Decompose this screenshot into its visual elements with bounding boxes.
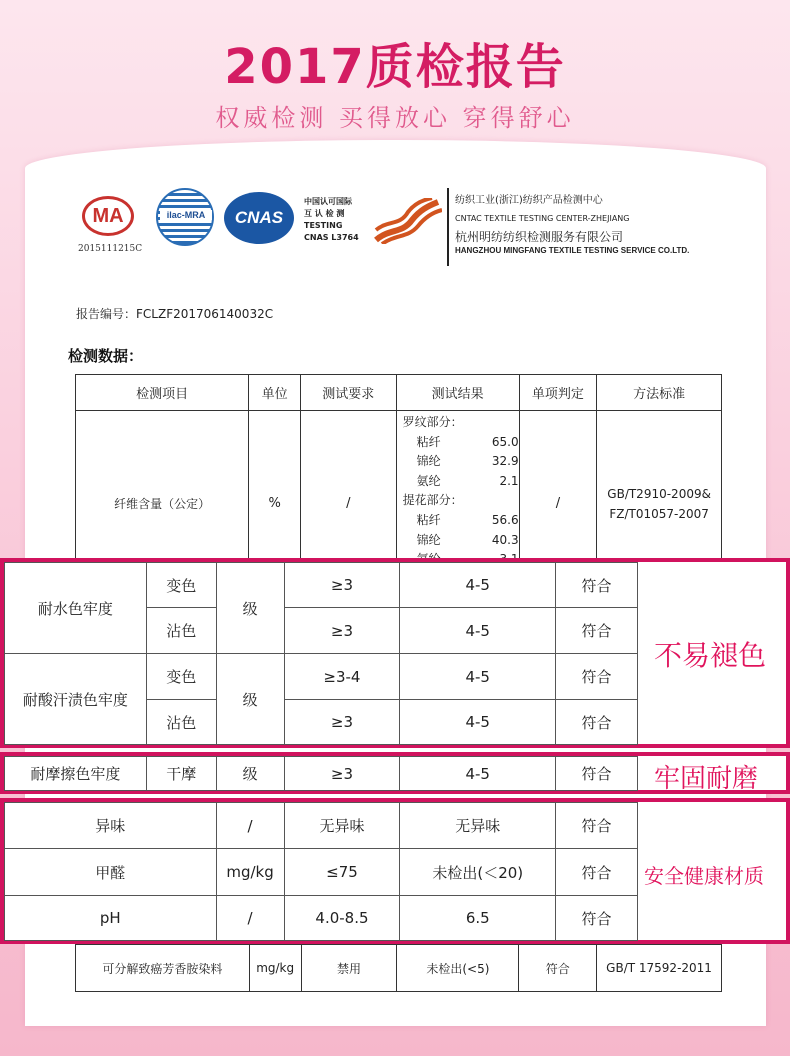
sub-item: 干摩: [146, 757, 216, 791]
cnas-note-line: 中国认可国际: [304, 197, 352, 206]
company-name-cn: 杭州明纺纺织检测服务有限公司: [455, 230, 624, 244]
cnas-logo: CNAS: [224, 192, 294, 244]
fiber-group-label: 罗纹部分：: [402, 415, 463, 429]
fiber-judgement: /: [519, 411, 597, 597]
judgement: 符合: [556, 563, 638, 608]
section-title: 检测数据：: [68, 347, 144, 365]
result: 6.5: [400, 896, 556, 941]
cma-code: 2015111215C: [78, 244, 143, 254]
list-item: [403, 433, 519, 453]
requirement: ≥3: [284, 757, 400, 791]
fiber-unit: %: [249, 411, 301, 597]
table-header-cell: 测试要求: [301, 375, 397, 411]
azo-dye-table: [75, 944, 722, 992]
result: 4-5: [400, 608, 556, 654]
judgement: 符合: [519, 945, 597, 992]
safety-table: [4, 802, 638, 941]
unit: 级: [216, 654, 284, 745]
cma-logo: MA: [82, 196, 134, 236]
unit: 级: [216, 757, 284, 791]
table-row: [5, 803, 638, 849]
judgement: 符合: [556, 803, 638, 849]
result: 未检出(＜20): [400, 849, 556, 896]
table-header-cell: 方法标准: [597, 375, 722, 411]
judgement: 符合: [556, 896, 638, 941]
table-row: [5, 757, 638, 791]
report-number: 报告编号：FCLZF201706140032C: [76, 307, 274, 321]
table-row: [5, 654, 638, 700]
fiber-value: 40.3: [491, 532, 519, 547]
rubbing-panel: [0, 752, 790, 794]
cnas-note-line: CNAS L3764: [304, 233, 359, 242]
table-row: [5, 849, 638, 896]
result: 未检出(<5): [397, 945, 519, 992]
result: 4-5: [400, 563, 556, 608]
lab-name-en: CNTAC TEXTILE TESTING CENTER-ZHEJIANG: [455, 214, 630, 223]
result: 4-5: [400, 757, 556, 791]
cnas-accreditation-note: [304, 196, 359, 244]
requirement: 禁用: [301, 945, 397, 992]
odor-item: 异味: [5, 803, 217, 849]
fiber-requirement: /: [301, 411, 397, 597]
table-row: [5, 896, 638, 941]
unit: 级: [216, 563, 284, 654]
company-name-en: HANGZHOU MINGFANG TEXTILE TESTING SERVICE CO.LTD.: [455, 246, 690, 255]
fiber-value: 32.9: [491, 454, 519, 469]
water-item: 耐水色牢度: [5, 563, 147, 654]
fade-resistant-tag: 不易褪色: [654, 639, 767, 672]
fiber-name: 氨纶: [416, 473, 441, 488]
cnas-note-line: 互 认 检 测: [304, 209, 345, 218]
requirement: 4.0-8.5: [284, 896, 400, 941]
unit: mg/kg: [249, 945, 301, 992]
list-item: [403, 531, 519, 551]
list-item: [403, 511, 519, 531]
sub-item: 沾色: [146, 700, 216, 745]
fiber-value: 2.1: [499, 473, 519, 488]
result: 无异味: [400, 803, 556, 849]
fiber-value: 65.0: [491, 434, 519, 449]
unit: /: [216, 896, 284, 941]
fiber-name: 粘纤: [416, 512, 441, 527]
fiber-name: 锦纶: [416, 532, 441, 547]
page-subtitle: 权威检测 买得放心 穿得舒心: [215, 104, 575, 132]
table-header-cell: 单项判定: [519, 375, 597, 411]
abrasion-resistant-tag: 牢固耐磨: [654, 764, 759, 794]
judgement: 符合: [556, 700, 638, 745]
page-title: 2017质检报告: [224, 39, 566, 95]
fiber-item: 纤维含量（公定）: [76, 411, 249, 597]
safety-panel: [0, 798, 790, 944]
judgement: 符合: [556, 849, 638, 896]
fiber-name: 粘纤: [416, 434, 441, 449]
azo-item: 可分解致癌芳香胺染料: [76, 945, 250, 992]
judgement: 符合: [556, 757, 638, 791]
rubbing-item: 耐摩擦色牢度: [5, 757, 147, 791]
result: 4-5: [400, 700, 556, 745]
sub-item: 变色: [146, 563, 216, 608]
safe-material-tag: 安全健康材质: [644, 864, 764, 888]
formaldehyde-item: 甲醛: [5, 849, 217, 896]
requirement: ≥3: [284, 700, 400, 745]
table-header-row: [76, 375, 722, 411]
lab-name-cn: 纺织工业(浙江)纺织产品检测中心: [455, 195, 603, 206]
table-header-cell: 检测项目: [76, 375, 249, 411]
rubbing-table: [4, 756, 638, 791]
list-item: [403, 452, 519, 472]
logo-divider: [447, 188, 449, 266]
cnas-note-line: TESTING: [304, 221, 343, 230]
unit: /: [216, 803, 284, 849]
standard-line: GB/T2910-2009&: [607, 486, 711, 501]
standard-line: FZ/T01057-2007: [609, 506, 709, 521]
sweat-item: 耐酸汗渍色牢度: [5, 654, 147, 745]
requirement: 无异味: [284, 803, 400, 849]
sub-item: 沾色: [146, 608, 216, 654]
colorfastness-panel: [0, 558, 790, 748]
unit: mg/kg: [216, 849, 284, 896]
list-item: [403, 472, 519, 492]
result: 4-5: [400, 654, 556, 700]
table-row: [5, 563, 638, 608]
ph-item: pH: [5, 896, 217, 941]
requirement: ≥3: [284, 563, 400, 608]
sub-item: 变色: [146, 654, 216, 700]
requirement: ≥3: [284, 608, 400, 654]
judgement: 符合: [556, 608, 638, 654]
ilac-mra-label: ilac-MRA: [160, 210, 212, 220]
fiber-value: 56.6: [491, 512, 519, 527]
table-header-cell: 测试结果: [396, 375, 519, 411]
requirement: ≤75: [284, 849, 400, 896]
testing-center-name: [455, 192, 689, 255]
table-header-cell: 单位: [249, 375, 301, 411]
table-row: [76, 945, 722, 992]
fiber-group-label: 提花部分：: [402, 493, 463, 508]
fiber-name: 锦纶: [416, 454, 441, 469]
standard: GB/T 17592-2011: [597, 945, 722, 992]
testing-center-logo: [372, 198, 442, 244]
judgement: 符合: [556, 654, 638, 700]
colorfastness-table: [4, 562, 638, 745]
requirement: ≥3-4: [284, 654, 400, 700]
